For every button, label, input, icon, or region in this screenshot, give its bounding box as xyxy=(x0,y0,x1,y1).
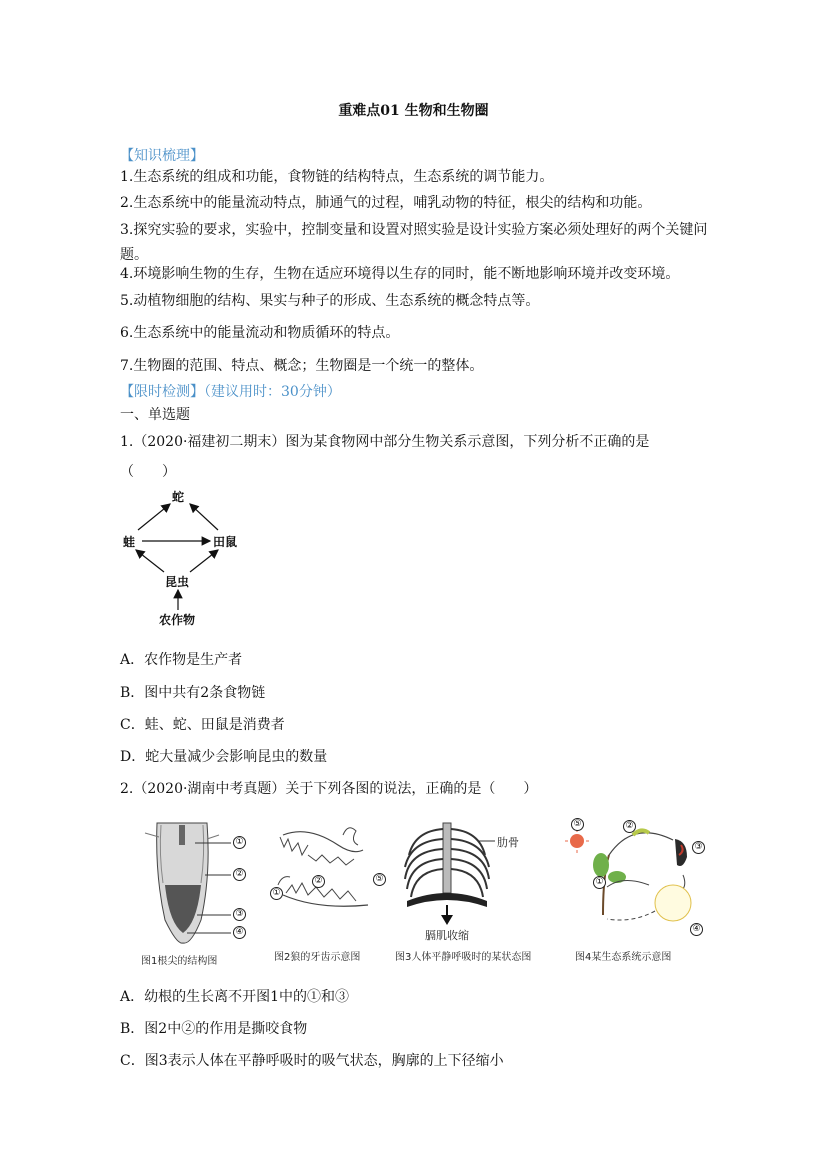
question-1-stem: 1.（2020·福建初二期末）图为某食物网中部分生物关系示意图，下列分析不正确的是 xyxy=(120,434,650,450)
section-header-test-line xyxy=(120,382,341,402)
fig4-mark-5: ⑤ xyxy=(571,818,584,831)
fig4-mark-2: ② xyxy=(623,820,636,833)
figure-1-root-tip xyxy=(135,815,265,970)
fig1-mark-2: ② xyxy=(233,868,246,881)
figure-4-ecosystem xyxy=(563,815,705,970)
section-header-knowledge: 【知识梳理】 xyxy=(120,148,204,164)
knowledge-item: 2.生态系统中的能量流动特点，肺通气的过程，哺乳动物的特征，根尖的结构和功能。 xyxy=(120,195,652,211)
knowledge-item: 5.动植物细胞的结构、果实与种子的形成、生态系统的概念特点等。 xyxy=(120,293,540,309)
fig2-mark-1: ① xyxy=(270,887,283,900)
fig4-mark-4: ④ xyxy=(690,923,703,936)
fig1-mark-3: ③ xyxy=(233,908,246,921)
section-header-test: 【限时检测】 xyxy=(120,384,204,400)
subheading-single-choice: 一、单选题 xyxy=(120,407,190,423)
figure-2-caption: 图2狼的牙齿示意图 xyxy=(274,952,361,963)
fig4-mark-3: ③ xyxy=(692,841,705,854)
q2-option-b: B．图2中②的作用是撕咬食物 xyxy=(120,1021,308,1037)
figure-3-caption: 图3人体平静呼吸时的某状态图 xyxy=(395,952,532,963)
q1-option-a: A．农作物是生产者 xyxy=(120,652,243,668)
fig1-mark-1: ① xyxy=(233,836,246,849)
label-insect: 昆虫 xyxy=(165,575,190,589)
rib-cage-illustration xyxy=(395,815,555,935)
knowledge-item: 4.环境影响生物的生存，生物在适应环境得以生存的同时，能不断地影响环境并改变环境。 xyxy=(120,266,680,282)
fig2-mark-2: ② xyxy=(312,875,325,888)
figure-2-wolf-teeth xyxy=(268,815,393,970)
fig4-mark-1: ① xyxy=(593,876,606,889)
question-2-stem: 2.（2020·湖南中考真题）关于下列各图的说法，正确的是（ ） xyxy=(120,781,538,797)
fig3-diaphragm-label: 膈肌收缩 xyxy=(425,929,469,942)
q2-option-c: C．图3表示人体在平静呼吸时的吸气状态，胸廓的上下径缩小 xyxy=(120,1053,504,1069)
fig2-mark-5: ⑤ xyxy=(373,873,386,886)
label-mouse: 田鼠 xyxy=(213,535,238,549)
q1-option-c: C．蛙、蛇、田鼠是消费者 xyxy=(120,717,285,733)
food-web-diagram xyxy=(118,488,258,628)
knowledge-item: 3.探究实验的要求，实验中，控制变量和设置对照实验是设计实验方案必须处理好的两个关键问题。 xyxy=(120,222,708,263)
q2-option-a: A．幼根的生长离不开图1中的①和③ xyxy=(120,989,350,1005)
arrow-insect-to-frog xyxy=(136,550,164,572)
ecosystem-illustration xyxy=(563,815,705,940)
food-web-arrows xyxy=(118,488,258,628)
arrow-frog-to-snake xyxy=(138,504,170,530)
question-2-figures xyxy=(135,815,705,975)
label-snake: 蛇 xyxy=(172,490,185,504)
knowledge-item: 1.生态系统的组成和功能，食物链的结构特点，生态系统的调节能力。 xyxy=(120,169,554,185)
section-time-note: （建议用时：30分钟） xyxy=(204,384,341,400)
knowledge-item: 6.生态系统中的能量流动和物质循环的特点。 xyxy=(120,325,400,341)
q1-option-b: B．图中共有2条食物链 xyxy=(120,685,266,701)
arrow-insect-to-mouse xyxy=(190,550,218,572)
fig3-rib-label: 肋骨 xyxy=(497,836,519,849)
fig1-mark-4: ④ xyxy=(233,926,246,939)
q1-option-d: D．蛇大量减少会影响昆虫的数量 xyxy=(120,749,328,765)
figure-3-rib-cage xyxy=(395,815,555,970)
figure-4-caption: 图4某生态系统示意图 xyxy=(575,952,672,963)
page-title: 重难点01 生物和生物圈 xyxy=(338,103,489,119)
knowledge-item: 7.生物圈的范围、特点、概念；生物圈是一个统一的整体。 xyxy=(120,358,484,374)
label-frog: 蛙 xyxy=(123,535,136,549)
question-1-paren: （ ） xyxy=(120,464,176,480)
figure-1-caption: 图1根尖的结构图 xyxy=(141,956,218,967)
label-crop: 农作物 xyxy=(159,613,196,627)
arrow-mouse-to-snake xyxy=(190,504,218,530)
